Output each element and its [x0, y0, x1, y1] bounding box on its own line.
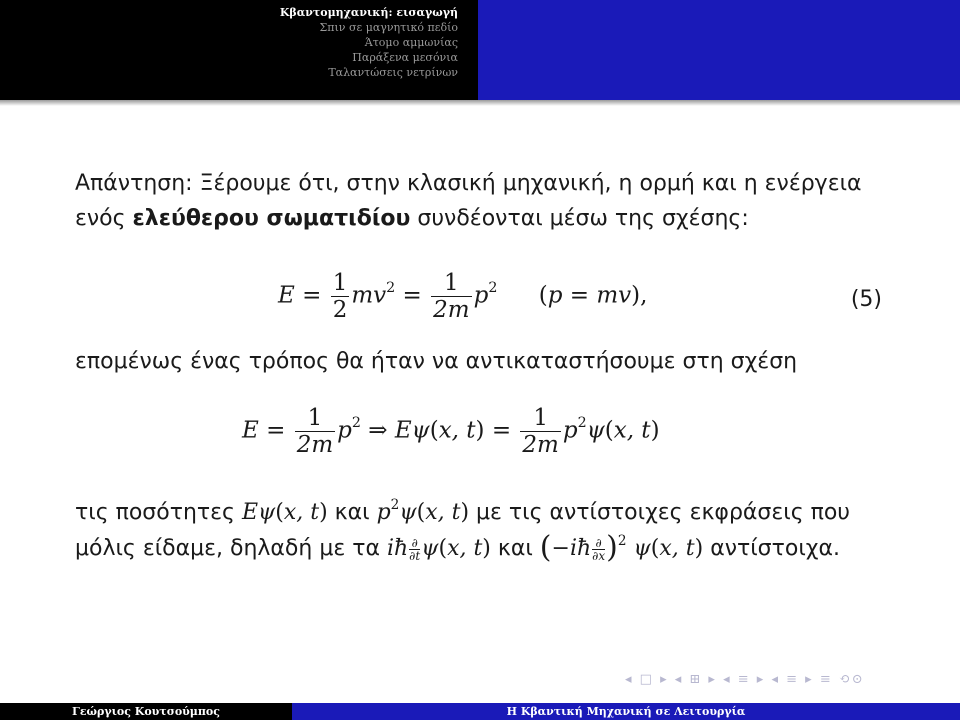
answer-text: Απάντηση: Ξέρουμε ότι, στην κλασική μηχανική, η ορμή και η ενέργεια ενός	[75, 171, 862, 231]
momentum-operator-expression: (−iħ ∂ ∂x )$^2$ ψ(x, t)	[539, 530, 704, 565]
nav-item-neutrino-oscillations[interactable]: Ταλαντώσεις νετρίνων	[328, 66, 458, 79]
nav-doc-icon[interactable]: ◂ ≡ ▸	[771, 672, 814, 687]
nav-align-icon[interactable]: ≡	[819, 672, 833, 687]
header-left-panel	[0, 0, 478, 100]
nav-item-spin[interactable]: Σπιν σε μαγνητικό πεδίο	[319, 21, 458, 34]
header-right-panel	[478, 0, 960, 100]
operator-text-d: και	[490, 536, 540, 561]
header-shadow	[0, 100, 960, 106]
operator-text	[75, 495, 895, 566]
answer-paragraph	[75, 166, 895, 236]
energy-momentum-equation: E = $\frac{1}{2}$ $mv^2$ = $\frac{1}{2m}$ $p^2$ (p = mv),	[278, 270, 648, 323]
nav-section-icon[interactable]: ◂ ≡ ▸	[723, 672, 766, 687]
beamer-navigation-symbols	[625, 672, 945, 688]
substitution-intro	[75, 344, 895, 379]
operator-text-e: αντίστοιχα.	[703, 536, 840, 561]
nav-prev-frame-icon[interactable]: ◂ □ ▸	[625, 672, 669, 687]
nav-item-strange-mesons[interactable]: Παράξενα μεσόνια	[352, 51, 458, 64]
answer-text-tail: συνδέονται μέσω της σχέσης:	[410, 206, 749, 231]
equation-number: (5)	[850, 287, 882, 312]
nav-subsection-icon[interactable]: ◂ ⊞ ▸	[674, 672, 717, 687]
footer-title: Η Κβαντική Μηχανική σε Λειτουργία	[292, 703, 960, 720]
operator-text-a: τις ποσότητες	[75, 500, 242, 525]
slide-header	[0, 0, 960, 100]
slide-content	[75, 166, 895, 236]
energy-operator-expression: iħ ∂ ∂t ψ(x, t)	[386, 535, 491, 563]
nav-current-section[interactable]: Κβαντομηχανική: εισαγωγή	[279, 6, 458, 19]
free-particle-term: ελεύθερου σωματιδίου	[132, 206, 411, 231]
operator-text-c: με τις αντίστοιχες εκφράσεις που μόλις είδαμε, δηλαδή με τα	[75, 500, 851, 561]
p2-psi-expression: $p^2\psi(x$, t)	[376, 496, 470, 525]
footer-author: Γεώργιος Κουτσούμπος	[0, 703, 292, 720]
schrodinger-derivation-equation: E = $\frac{1}{2m}$ $p^2$ ⇒ Eψ(x, t) = $\frac{1}{2m}$ $p^2\psi(x$, t)	[242, 405, 660, 458]
operator-paragraph	[75, 495, 895, 566]
section-navigation	[280, 5, 458, 80]
nav-item-ammonia[interactable]: Άτομο αμμωνίας	[364, 36, 458, 49]
operator-text-b: και	[327, 500, 377, 525]
slide-footer	[0, 703, 960, 720]
nav-search-icon[interactable]: ⟲⊙	[838, 672, 865, 687]
e-psi-expression: Eψ(x, t)	[241, 500, 328, 525]
substitution-text: επομένως ένας τρόπος θα ήταν να αντικαταστήσουμε στη σχέση	[75, 349, 798, 374]
